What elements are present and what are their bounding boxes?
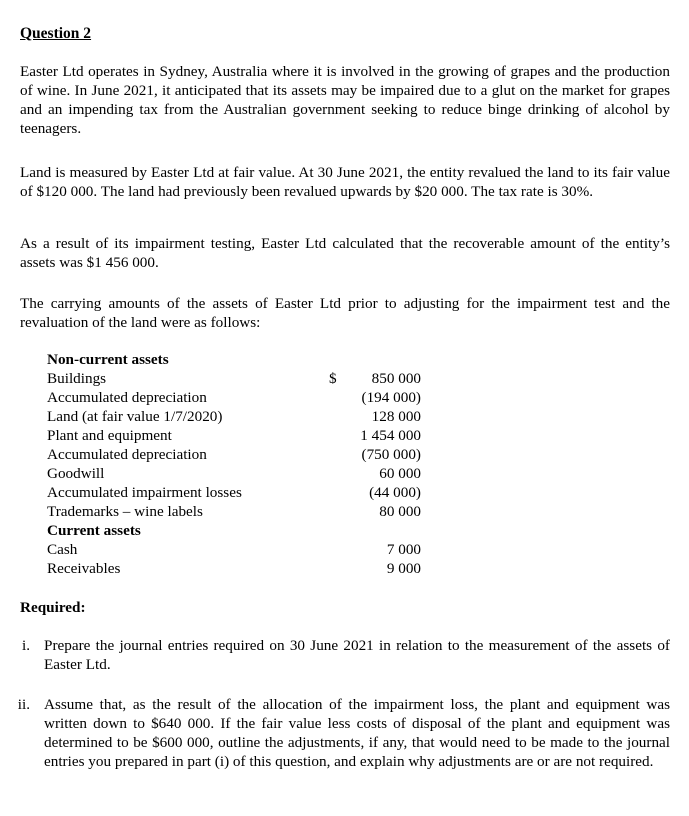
carrying-amounts-paragraph: The carrying amounts of the assets of Easter Ltd prior to adjusting for the impairment test and the revaluation of the land were as follows: (20, 295, 670, 331)
row-value: 1 454 000 (360, 427, 421, 444)
question-title: Question 2 (20, 25, 92, 42)
row-label: Goodwill (47, 465, 105, 482)
table-row (47, 407, 447, 426)
table-row (47, 388, 447, 407)
row-value: 128 000 (371, 408, 421, 425)
row-label: Accumulated depreciation (47, 446, 207, 463)
row-label: Trademarks – wine labels (47, 503, 203, 520)
table-heading-row (47, 521, 447, 540)
item-number: i. (21, 637, 30, 654)
table-row (47, 445, 447, 464)
row-label: Accumulated impairment losses (47, 484, 242, 501)
land-paragraph: Land is measured by Easter Ltd at fair value. At 30 June 2021, the entity revalued the land to its fair value of $120 000. The land had previously been revalued upwards by $20 000. The tax rate is 30%. (20, 164, 670, 200)
recoverable-amount-paragraph: As a result of its impairment testing, Easter Ltd calculated that the recoverable amount of the entity’s assets was $1 456 000. (20, 235, 670, 271)
row-value: 850 000 (371, 370, 421, 387)
row-value: 60 000 (379, 465, 421, 482)
row-value: 7 000 (386, 541, 421, 558)
row-value: (194 000) (361, 389, 421, 406)
row-label: Cash (47, 541, 78, 558)
table-heading-row (47, 350, 447, 369)
row-label: Receivables (47, 560, 121, 577)
noncurrent-assets-heading: Non-current assets (47, 351, 169, 368)
table-row (47, 426, 447, 445)
table-row (47, 559, 447, 578)
intro-paragraph: Easter Ltd operates in Sydney, Australia where it is involved in the growing of grapes and the production of wine. In June 2021, it anticipated that its assets may be impaired due to a glut on the market for grapes and an impending tax from the Australian government seeking to reduce binge drinking of alcohol by teenagers. (20, 63, 670, 137)
row-label: Buildings (47, 370, 107, 387)
current-assets-heading: Current assets (47, 522, 141, 539)
row-label: Land (at fair value 1/7/2020) (47, 408, 223, 425)
table-row (47, 483, 447, 502)
table-row (47, 540, 447, 559)
assets-table (47, 350, 447, 578)
table-row (47, 464, 447, 483)
row-value: 9 000 (386, 560, 421, 577)
row-value: (750 000) (361, 446, 421, 463)
table-row (47, 502, 447, 521)
item-text: Assume that, as the result of the allocation of the impairment loss, the plant and equipment was written down to $640 000. If the fair value less costs of disposal of the plant and equipment was determined to be $600 000, outline the adjustments, if any, that would need to be made to the journal entries you prepared in part (i) of this question, and explain why adjustments are or are not required. (44, 696, 670, 770)
currency-symbol: $ (329, 370, 337, 387)
item-text: Prepare the journal entries required on 30 June 2021 in relation to the measurement of the assets of Easter Ltd. (44, 637, 670, 673)
row-value: 80 000 (379, 503, 421, 520)
required-heading: Required: (20, 599, 86, 616)
row-value: (44 000) (369, 484, 421, 501)
row-label: Accumulated depreciation (47, 389, 207, 406)
table-row (47, 369, 447, 388)
item-number: ii. (17, 696, 30, 713)
row-label: Plant and equipment (47, 427, 172, 444)
